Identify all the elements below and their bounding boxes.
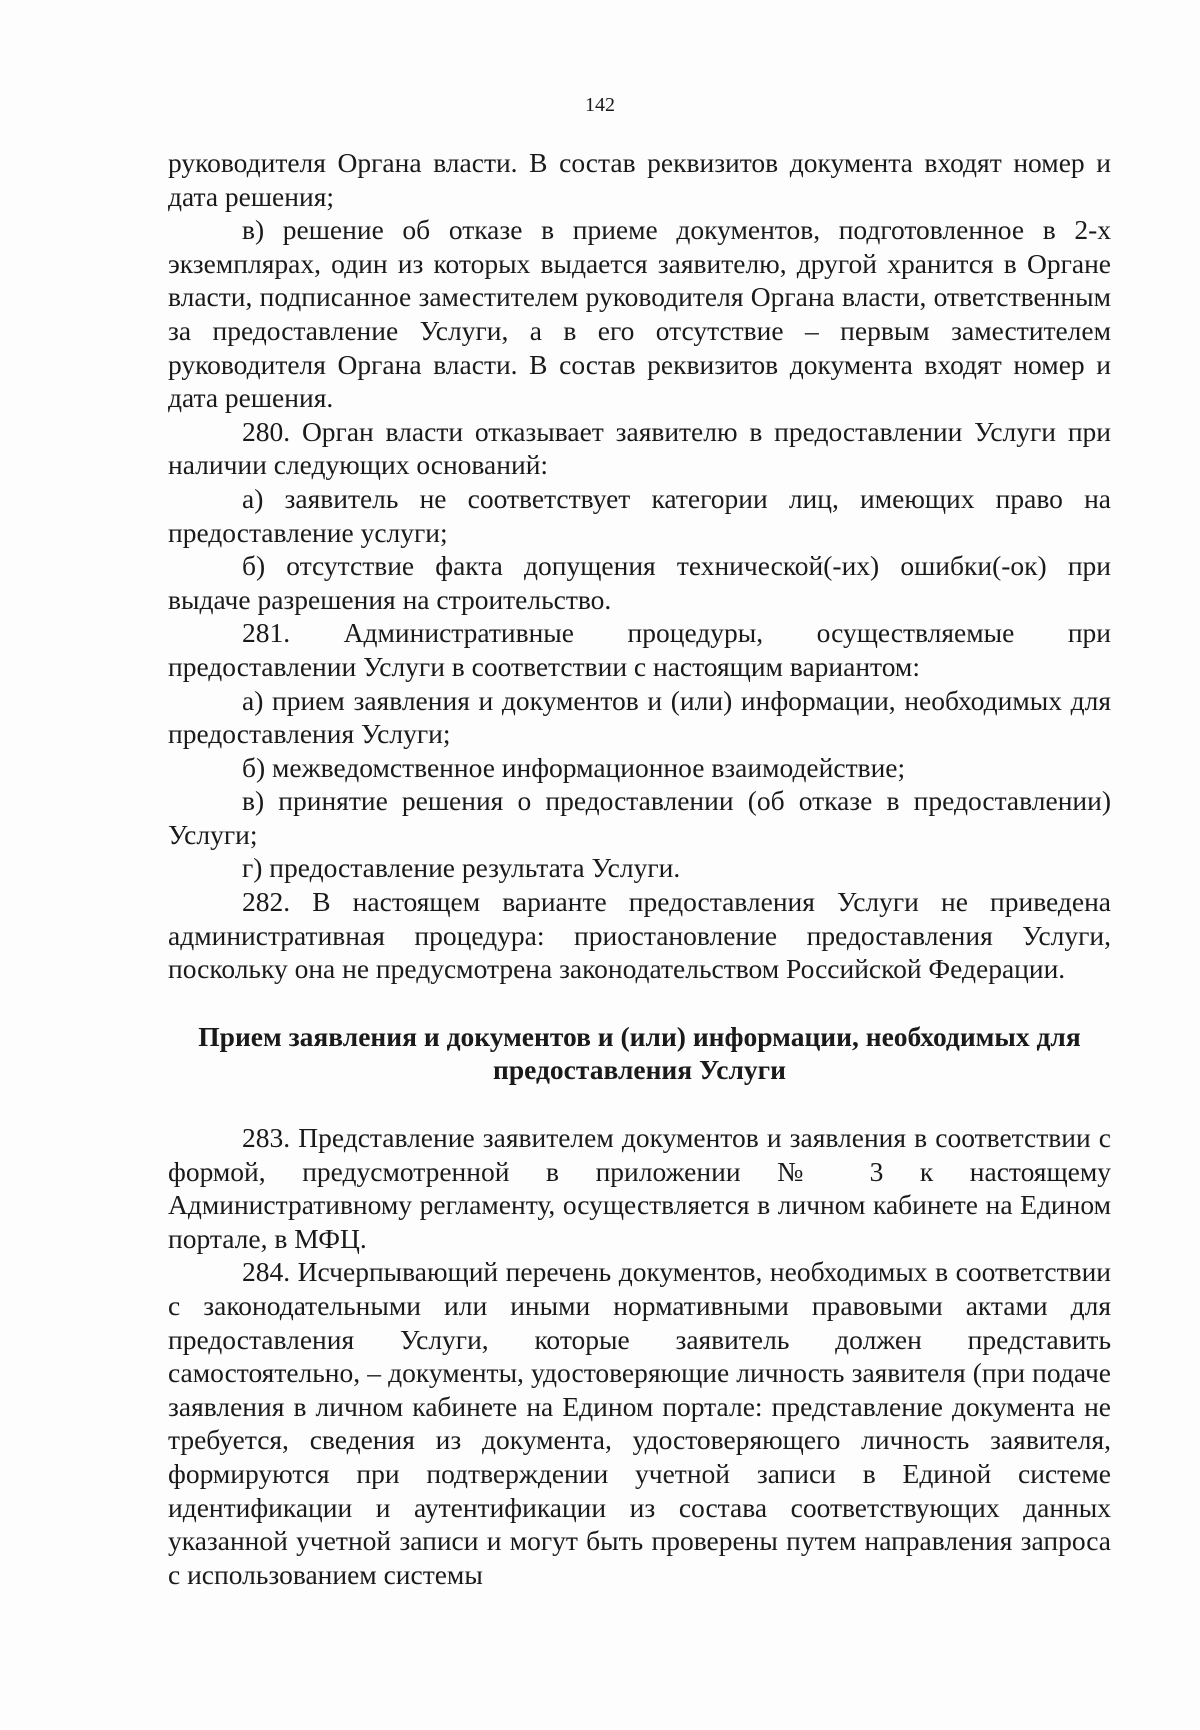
paragraph: 283. Представление заявителем документов и заявления в соответствии с формой, предусмотренной в приложении № 3 к настоящему Административному регламенту, осуществляется в личном кабинете на Едином портале, в МФЦ. [168,1122,1111,1254]
paragraphs-before [168,146,1111,986]
paragraph: руководителя Органа власти. В состав реквизитов документа входят номер и дата решения; [168,147,1111,212]
paragraph: 280. Орган власти отказывает заявителю в предоставлении Услуги при наличии следующих оснований: [168,415,1111,481]
paragraph: б) межведомственное информационное взаимодействие; [242,751,906,783]
paragraph: а) заявитель не соответствует категории лиц, имеющих право на предоставление услуги; [168,482,1111,548]
page-number: 142 [585,94,615,116]
paragraph: 282. В настоящем варианте предоставления Услуги не приведена административная процедура: приостановление предоставления Услуги, поскольку она не предусмотрена законодательством Российской Федерации. [168,886,1111,985]
paragraph: 281. Административные процедуры, осуществляемые при предоставлении Услуги в соответствии с настоящим вариантом: [168,617,1111,682]
paragraph: г) предоставление результата Услуги. [242,852,681,884]
paragraph: б) отсутствие факта допущения технической(-их) ошибки(-ок) при выдаче разрешения на строительство. [168,550,1111,615]
paragraph: 284. Исчерпывающий перечень документов, необходимых в соответствии с законодательными или иными нормативными правовыми актами для предоставления Услуги, которые заявитель должен представить самостоятельно, – документы, удостоверяющие личность заявителя (при подаче заявления в личном кабинете на Едином портале: представление документа не требуется, сведения из документа, удостоверяющего личность заявителя, формируются при подтверждении учетной записи в Единой системе идентификации и аутентификации из состава соответствующих данных указанной учетной записи и могут быть проверены путем направления запроса с использованием системы [168,1256,1111,1590]
paragraph: а) прием заявления и документов и (или) информации, необходимых для предоставления Услуги; [168,684,1111,750]
document-body [168,146,1111,1591]
paragraph: в) решение об отказе в приеме документов, подготовленное в 2-х экземплярах, один из которых выдается заявителю, другой хранится в Органе власти, подписанное заместителем руководителя Органа власти, ответственным за предоставление Услуги, а в его отсутствие – первым заместителем руководителя Органа власти. В состав реквизитов документа входят номер и дата решения. [168,214,1111,414]
paragraph: в) принятие решения о предоставлении (об отказе в предоставлении) Услуги; [168,785,1111,850]
paragraphs-after [168,1121,1111,1591]
section-heading: Прием заявления и документов и (или) информации, необходимых для предоставления Услуги [198,1020,1081,1086]
